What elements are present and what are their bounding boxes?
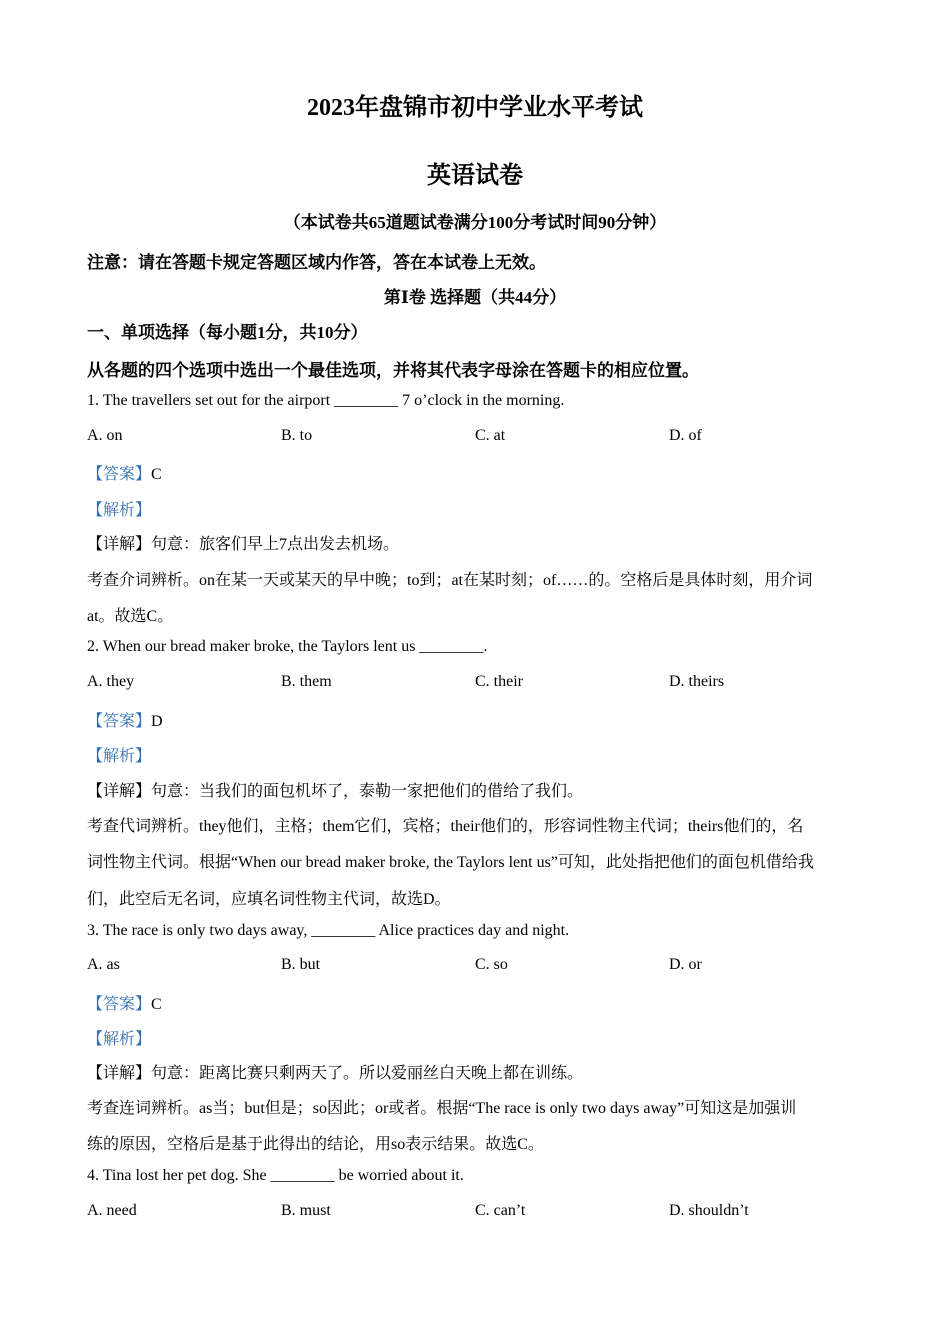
option-d: D. or: [669, 956, 702, 973]
detail-text: 句意：当我们的面包机坏了，泰勒一家把他们的借给了我们。: [151, 783, 584, 800]
detail-tag: 【详解】: [87, 1065, 152, 1082]
option-d: D. theirs: [669, 673, 725, 690]
answer-tag: 【答案】: [87, 996, 152, 1013]
option-b: B. them: [281, 673, 332, 690]
detail-line: [87, 531, 399, 554]
option-d: D. of: [669, 427, 702, 444]
answer-line: [87, 461, 162, 484]
explanation-line: 考查代词辨析。they他们，主格；them它们，宾格；their他们的，形容词性物主代词；theirs他们的，名: [87, 818, 804, 835]
option-a: A. they: [87, 673, 135, 690]
exam-notice: 注意：请在答题卡规定答题区域内作答，答在本试卷上无效。: [87, 253, 546, 272]
option-c: C. can’t: [475, 1202, 526, 1219]
explanation-line: 们，此空后无名词，应填名词性物主代词，故选D。: [87, 891, 451, 908]
exam-subtitle: 英语试卷: [427, 163, 523, 189]
answer-line: [87, 708, 163, 731]
question-stem: 2. When our bread maker broke, the Taylors lent us ________.: [87, 638, 488, 655]
detail-line: [87, 778, 583, 801]
answer-tag: 【答案】: [87, 466, 152, 483]
answer-value: D: [151, 713, 163, 730]
option-c: C. at: [475, 427, 506, 444]
detail-text: 句意：距离比赛只剩两天了。所以爱丽丝白天晚上都在训练。: [151, 1065, 584, 1082]
answer-value: C: [151, 466, 162, 483]
question-stem: 1. The travellers set out for the airport ________ 7 o’clock in the morning.: [87, 392, 565, 409]
explanation-line: at。故选C。: [87, 608, 174, 625]
option-a: A. need: [87, 1202, 137, 1219]
answer-tag: 【答案】: [87, 713, 152, 730]
part-instruction: 从各题的四个选项中选出一个最佳选项，并将其代表字母涂在答题卡的相应位置。: [87, 361, 699, 380]
option-a: A. on: [87, 427, 123, 444]
detail-tag: 【详解】: [87, 783, 152, 800]
question-stem: 3. The race is only two days away, ________ Alice practices day and night.: [87, 922, 570, 939]
analysis-tag: 【解析】: [87, 1031, 152, 1048]
option-c: C. so: [475, 956, 508, 973]
answer-line: [87, 991, 162, 1014]
option-b: B. must: [281, 1202, 331, 1219]
exam-info: （本试卷共65道题试卷满分100分考试时间90分钟）: [283, 213, 667, 232]
section-header: 第Ⅰ卷 选择题（共44分）: [383, 288, 567, 307]
question-stem: 4. Tina lost her pet dog. She ________ be worried about it.: [87, 1167, 464, 1184]
exam-title: 2023年盘锦市初中学业水平考试: [307, 95, 643, 121]
option-b: B. but: [281, 956, 321, 973]
analysis-tag: 【解析】: [87, 502, 152, 519]
explanation-line: 考查介词辨析。on在某一天或某天的早中晚；to到；at在某时刻；of……的。空格后是具体时刻，用介词: [87, 572, 813, 589]
option-b: B. to: [281, 427, 313, 444]
detail-text: 句意：旅客们早上7点出发去机场。: [151, 536, 400, 553]
option-d: D. shouldn’t: [669, 1202, 749, 1219]
explanation-line: 练的原因，空格后是基于此得出的结论，用so表示结果。故选C。: [87, 1136, 544, 1153]
option-c: C. their: [475, 673, 523, 690]
option-a: A. as: [87, 956, 120, 973]
explanation-line: 考查连词辨析。as当；but但是；so因此；or或者。根据“The race is only two days away”可知这是加强训: [87, 1100, 797, 1117]
detail-tag: 【详解】: [87, 536, 152, 553]
part-title: 一、单项选择（每小题1分，共10分）: [87, 323, 368, 342]
detail-line: [87, 1060, 583, 1083]
analysis-tag: 【解析】: [87, 748, 152, 765]
explanation-line: 词性物主代词。根据“When our bread maker broke, the Taylors lent us”可知，此处指把他们的面包机借给我: [87, 854, 814, 871]
answer-value: C: [151, 996, 162, 1013]
